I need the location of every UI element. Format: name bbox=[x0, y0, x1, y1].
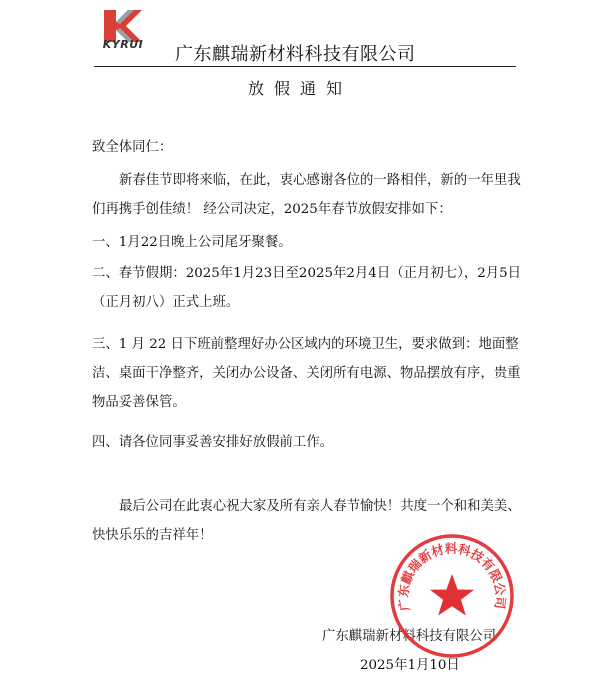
notice-item-1: 一、1月22日晚上公司尾牙聚餐。 bbox=[92, 235, 292, 250]
signature-company: 广东麒瑞新材料科技有限公司 bbox=[322, 629, 497, 644]
header-divider bbox=[94, 66, 516, 67]
logo-wordmark: KYRUI bbox=[102, 38, 144, 51]
intro-paragraph: 新春佳节即将来临，在此，衷心感谢各位的一路相伴，新的一年里我们再携手创佳绩！ 经公司决定，2025年春节放假安排如下： bbox=[92, 173, 521, 217]
closing-paragraph: 最后公司在此衷心祝大家及所有亲人春节愉快！共度一个和和美美、快快乐乐的吉祥年！ bbox=[92, 499, 521, 543]
signature-date: 2025年1月10日 bbox=[360, 658, 460, 673]
company-seal-icon bbox=[388, 532, 516, 660]
company-name-header: 广东麒瑞新材料科技有限公司 bbox=[175, 44, 416, 65]
notice-title: 放假通知 bbox=[247, 79, 352, 98]
notice-item-4: 四、请各位同事妥善安排好放假前工作。 bbox=[92, 435, 334, 450]
seal-lettering: 广东麒瑞新材料科技有限公司 bbox=[395, 540, 509, 613]
notice-item-2: 二、春节假期：2025年1月23日至2025年2月4日（正月初七），2月5日（正月初八）正式上班。 bbox=[92, 266, 522, 310]
greeting: 致全体同仁： bbox=[92, 140, 173, 155]
notice-item-3: 三、1 月 22 日下班前整理好办公区域内的环境卫生，要求做到：地面整洁、桌面干净整齐，关闭办公设备、关闭所有电源、物品摆放有序，贵重物品妥善保管。 bbox=[92, 337, 521, 410]
